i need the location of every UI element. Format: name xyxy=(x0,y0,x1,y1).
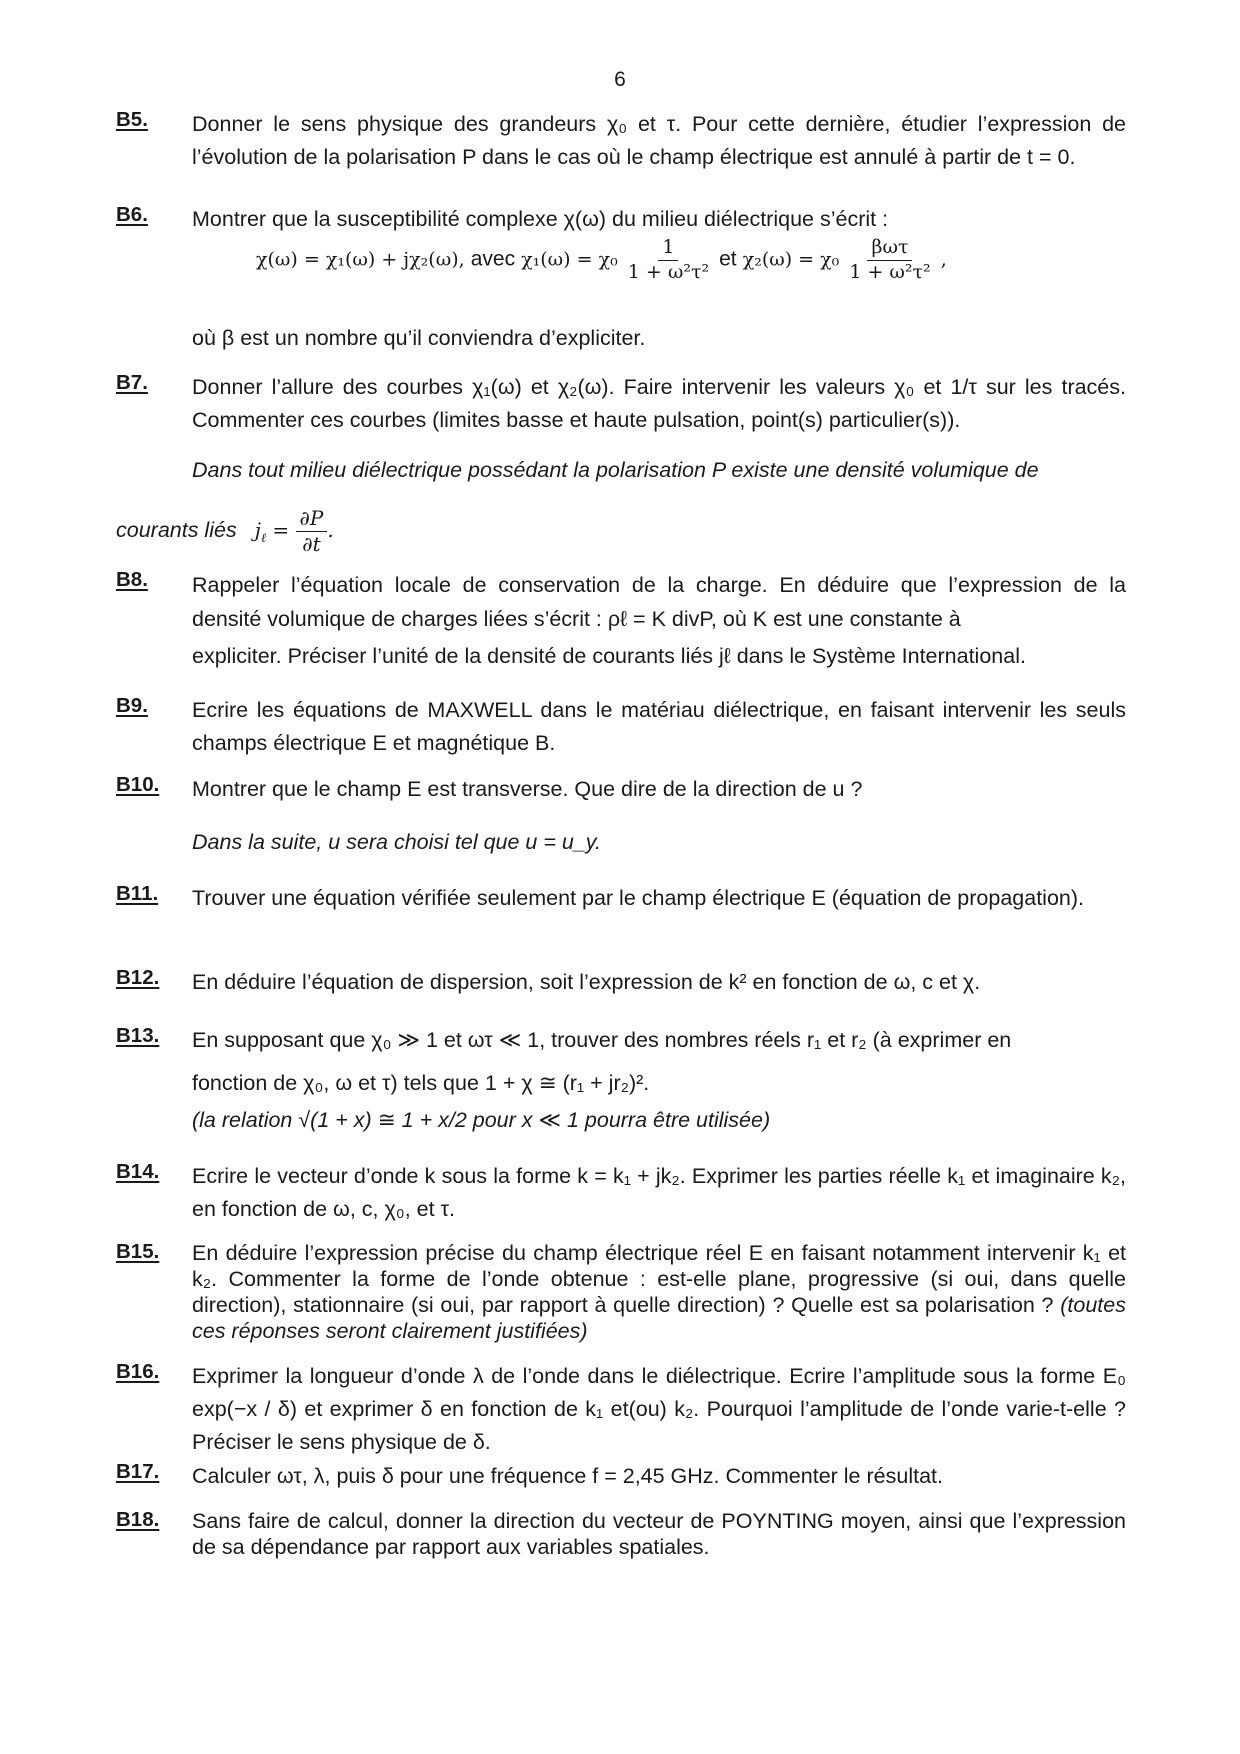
chi1-fraction xyxy=(624,238,713,283)
question-text: En déduire l’équation de dispersion, soit l’expression de k² en fonction de ω, c et χ. xyxy=(192,970,981,994)
equation-avec: avec xyxy=(470,247,516,271)
question-text: Montrer que la susceptibilité complexe χ(ω) du milieu diélectrique s’écrit : xyxy=(192,207,889,231)
chi2-denominator: 1 + ω²τ² xyxy=(849,260,931,283)
bound-current-formula: courants liés $j_\ell$ = $\frac{\partial P}{\partial t}$ . xyxy=(116,506,334,556)
chi1-denominator: 1 + ω²τ² xyxy=(627,260,710,283)
question-text: fonction de χ₀, ω et τ) tels que 1 + χ ≅ (r₁ + jr₂)². xyxy=(192,1071,650,1095)
question-label: B5. xyxy=(116,108,148,131)
question-label: B12. xyxy=(116,966,160,989)
question-label: B18. xyxy=(116,1508,160,1531)
question-label: B10. xyxy=(116,773,160,796)
question-label: B15. xyxy=(116,1240,160,1263)
formula-num: ∂P xyxy=(296,508,328,532)
bound-current-note: Dans tout milieu diélectrique possédant la polarisation P existe une densité volumique de xyxy=(192,458,1039,482)
question-text: Rappeler l’équation locale de conservation de la charge. En déduire que l’expression de la densité volumique de charges liées s’écrit : ρℓ = K divP, où K est une constante à xyxy=(192,573,1126,631)
equation-trail: , xyxy=(940,248,947,271)
question-text: expliciter. Préciser l’unité de la densité de courants liés jℓ dans le Système International. xyxy=(192,644,1026,668)
question-text: Exprimer la longueur d’onde λ de l’onde dans le diélectrique. Ecrire l’amplitude sous la forme E₀ exp(−x / δ) et exprimer δ en fonction de k₁ et(ou) k₂. Pourquoi l’amplitude de l’onde varie-t-elle ? Préciser le sens physique de δ. xyxy=(192,1364,1126,1454)
question-hint: (la relation √(1 + x) ≅ 1 + x/2 pour x ≪ 1 pourra être utilisée) xyxy=(192,1108,771,1132)
question-text: Ecrire les équations de MAXWELL dans le matériau diélectrique, en faisant intervenir les seuls champs électrique E et magnétique B. xyxy=(192,698,1126,755)
question-text: Donner l’allure des courbes χ₁(ω) et χ₂(ω). Faire intervenir les valeurs χ₀ et 1/τ sur les tracés. Commenter ces courbes (limites basse et haute pulsation, point(s) particulier(s)). xyxy=(192,375,1126,432)
chi1-prefix: χ₁(ω) = χ₀ xyxy=(521,248,618,271)
question-label: B16. xyxy=(116,1360,160,1383)
question-label: B7. xyxy=(116,371,148,394)
page-number: 6 xyxy=(614,68,626,91)
equation-et: et xyxy=(719,247,737,271)
chi2-numerator: βωτ xyxy=(867,238,912,261)
formula-lhs: j xyxy=(254,518,261,542)
question-text: En déduire l’expression précise du champ électrique réel E en faisant notamment intervenir k₁ et k₂. Commenter la forme de l’onde obtenue : est-elle plane, progressive (si oui, dans quelle direction), stationnaire (si oui, par rapport à quelle direction) ? Quelle est sa polarisation ? xyxy=(192,1241,1126,1317)
question-label: B11. xyxy=(116,882,159,905)
question-text: Sans faire de calcul, donner la direction du vecteur de POYNTING moyen, ainsi que l’expression de sa dépendance par rapport aux variables spatiales. xyxy=(192,1509,1126,1559)
question-label: B13. xyxy=(116,1024,160,1047)
question-label: B8. xyxy=(116,568,148,591)
question-label: B14. xyxy=(116,1160,160,1183)
susceptibility-equation xyxy=(256,238,947,283)
question-text: Montrer que le champ E est transverse. Que dire de la direction de u ? xyxy=(192,777,863,801)
question-text: En supposant que χ₀ ≫ 1 et ωτ ≪ 1, trouver des nombres réels r₁ et r₂ (à exprimer en xyxy=(192,1028,1012,1052)
question-label: B6. xyxy=(116,203,148,226)
chi2-prefix: χ₂(ω) = χ₀ xyxy=(742,248,840,271)
chi1-numerator: 1 xyxy=(658,238,678,261)
question-text: Calculer ωτ, λ, puis δ pour une fréquence f = 2,45 GHz. Commenter le résultat. xyxy=(192,1464,943,1488)
question-label: B17. xyxy=(116,1460,160,1483)
note-label: courants liés xyxy=(116,518,237,542)
question-text: où β est un nombre qu’il conviendra d’expliciter. xyxy=(192,326,646,350)
formula-den: ∂t xyxy=(302,532,321,556)
direction-note: Dans la suite, u sera choisi tel que u = u_y. xyxy=(192,830,601,854)
equation-lhs: χ(ω) = χ₁(ω) + jχ₂(ω), xyxy=(256,248,465,271)
question-text-block xyxy=(192,1240,1126,1344)
question-label: B9. xyxy=(116,694,148,717)
question-italic: (toutes ces réponses seront clairement justifiées) xyxy=(192,1293,1126,1343)
question-text: Ecrire le vecteur d’onde k sous la forme k = k₁ + jk₂. Exprimer les parties réelle k₁ et imaginaire k₂, en fonction de ω, c, χ₀, et τ. xyxy=(192,1164,1126,1221)
formula-sub: ℓ xyxy=(260,530,267,545)
question-text: Donner le sens physique des grandeurs χ₀ et τ. Pour cette dernière, étudier l’expression de l’évolution de la polarisation P dans le cas où le champ électrique est annulé à partir de t = 0. xyxy=(192,112,1126,169)
chi2-fraction xyxy=(845,238,934,283)
question-text: Trouver une équation vérifiée seulement par le champ électrique E (équation de propagation). xyxy=(192,886,1084,910)
